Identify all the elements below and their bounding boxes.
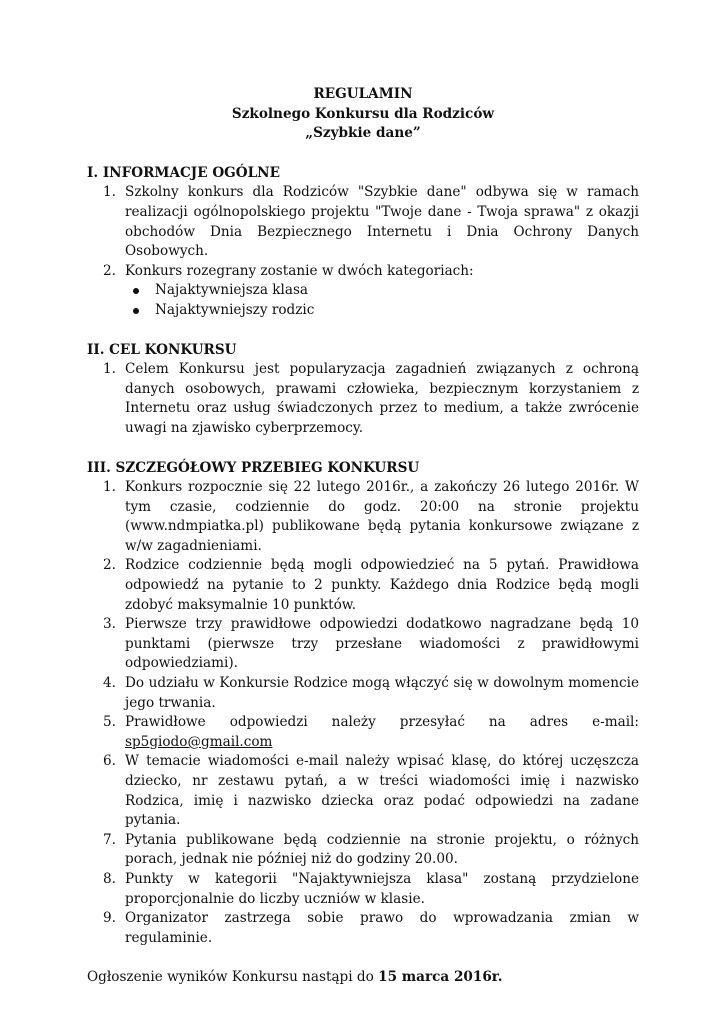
list-text: W temacie wiadomości e-mail należy wpisać klasę, do której uczęszcza dziecko, nr zestawu pytań, a w treści wiadomości imię i nazwisko Rodzica, imię i nazwisko dziecka oraz podać odpowiedzi na zadane pytania. [125, 753, 639, 829]
list-text: Konkurs rozegrany zostanie w dwóch kategoriach: [125, 262, 474, 279]
list-item [87, 183, 639, 261]
title-line-1: REGULAMIN [313, 86, 413, 102]
list-item [87, 556, 639, 615]
list-text: Prawidłowe odpowiedzi należy przesyłać na adres e-mail: [125, 714, 639, 731]
numbered-list [87, 360, 639, 438]
bullet-icon [133, 308, 139, 314]
title-line-2: Szkolnego Konkursu dla Rodziców [231, 105, 495, 122]
section-goal [87, 341, 639, 439]
list-text: Do udziału w Konkursie Rodzice mogą włączyć się w dowolnym momencie jego trwania. [125, 675, 639, 711]
list-number: 3. [103, 616, 116, 633]
section-general-info [87, 164, 639, 321]
section-heading: II. CEL KONKURSU [87, 341, 237, 358]
list-text: Konkurs rozpocznie się 22 lutego 2016r., a zakończy 26 lutego 2016r. W tym czasie, codziennie do godz. 20:00 na stronie projektu (www.ndmpiatka.pl) publikowane będą pytania konkursowe związane z w/w zagadnieniami. [125, 479, 639, 554]
list-number: 1. [103, 184, 116, 201]
list-item [87, 713, 639, 752]
numbered-list [87, 478, 639, 948]
list-text: Rodzice codziennie będą mogli odpowiedzieć na 5 pytań. Prawidłowa odpowiedź na pytanie to 2 punkty. Każdego dnia Rodzice będą mogli zdobyć maksymalnie 10 punktów. [125, 557, 639, 613]
list-number: 2. [103, 557, 116, 574]
list-text: Pierwsze trzy prawidłowe odpowiedzi dodatkowo nagradzane będą 10 punktami (pierwsze trzy przesłane wiadomości z prawidłowymi odpowiedziami). [125, 616, 639, 672]
document-page [87, 85, 639, 988]
list-number: 7. [103, 831, 116, 848]
list-number: 6. [103, 753, 116, 770]
document-title [87, 85, 639, 144]
list-item [87, 831, 639, 870]
title-line-3: „Szybkie dane” [305, 125, 421, 142]
list-item [87, 262, 639, 282]
section-procedure [87, 459, 639, 949]
category-list [87, 281, 639, 320]
announcement-text: Ogłoszenie wyników Konkursu nastąpi do [87, 969, 379, 986]
list-number: 9. [103, 910, 116, 927]
bullet-item [87, 281, 639, 301]
bullet-text: Najaktywniejsza klasa [155, 282, 309, 299]
section-heading: I. INFORMACJE OGÓLNE [87, 164, 280, 181]
list-number: 1. [103, 361, 116, 378]
list-text: Szkolny konkurs dla Rodziców "Szybkie dane" odbywa się w ramach realizacji ogólnopolskiego projektu "Twoje dane - Twoja sprawa" z okazji obchodów Dnia Bezpiecznego Internetu i Dnia Ochrony Danych Osobowych. [125, 184, 639, 260]
list-item [87, 870, 639, 909]
results-announcement [87, 968, 639, 988]
bullet-icon [133, 288, 139, 294]
list-text: Punkty w kategorii "Najaktywniejsza klasa" zostaną przydzielone proporcjonalnie do liczby uczniów w klasie. [125, 870, 639, 907]
list-text: Organizator zastrzega sobie prawo do wprowadzania zmian w regulaminie. [125, 910, 639, 946]
list-number: 2. [103, 262, 116, 279]
list-number: 5. [103, 714, 116, 731]
list-text: Pytania publikowane będą codziennie na stronie projektu, o różnych porach, jednak nie później niż do godziny 20.00. [125, 831, 639, 868]
section-heading: III. SZCZEGÓŁOWY PRZEBIEG KONKURSU [87, 459, 420, 476]
list-item [87, 752, 639, 830]
list-item [87, 360, 639, 438]
email-link[interactable]: sp5giodo@gmail.com [125, 733, 273, 750]
list-item [87, 909, 639, 948]
list-number: 1. [103, 479, 116, 496]
bullet-item [87, 301, 639, 321]
list-text: Celem Konkursu jest popularyzacja zagadnień związanych z ochroną danych osobowych, prawami człowieka, bezpiecznym korzystaniem z Internetu oraz usług świadczonych przez to medium, a także zwrócenie uwagi na zjawisko cyberprzemocy. [125, 361, 639, 436]
list-item [87, 615, 639, 674]
numbered-list [87, 183, 639, 281]
announcement-date: 15 marca 2016r. [378, 969, 503, 986]
list-item [87, 674, 639, 713]
list-item [87, 478, 639, 556]
bullet-text: Najaktywniejszy rodzic [155, 301, 315, 318]
list-number: 8. [103, 870, 116, 887]
list-number: 4. [103, 675, 116, 692]
